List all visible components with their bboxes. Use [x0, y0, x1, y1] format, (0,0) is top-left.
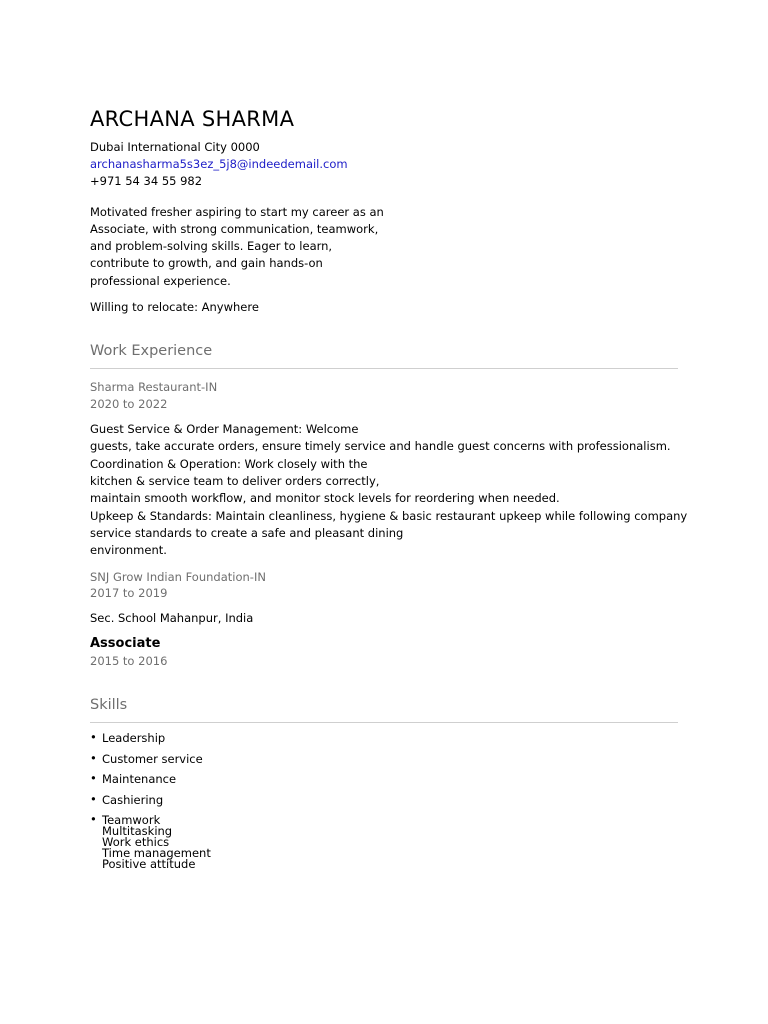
skill-item: Teamwork [102, 813, 161, 827]
job1-description-line: Guest Service & Order Management: Welcome [90, 422, 359, 436]
skill-item: Positive attitude [102, 857, 196, 871]
job1-description-line: service standards to create a safe and pleasant dining [90, 526, 404, 540]
job2-dates: 2017 to 2019 [90, 586, 168, 600]
education-title: Associate [90, 636, 161, 651]
skill-item: Leadership [102, 731, 166, 745]
job1-description-line: guests, take accurate orders, ensure timely service and handle guest concerns with professionalism. [90, 439, 671, 453]
phone-text: +971 54 34 55 982 [90, 174, 203, 188]
relocate-text: Willing to relocate: Anywhere [90, 300, 259, 314]
skills-heading: Skills [90, 697, 128, 713]
job1-description-line: Coordination & Operation: Work closely with the [90, 457, 368, 471]
skill-item: Work ethics [102, 835, 170, 849]
job2-company: SNJ Grow Indian Foundation-IN [90, 570, 266, 584]
summary-line: Associate, with strong communication, teamwork, [90, 222, 379, 236]
skill-item: Time management [102, 846, 211, 860]
summary-line: professional experience. [90, 274, 231, 288]
email-link[interactable]: archanasharma5s3ez_5j8@indeedemail.com [90, 157, 348, 171]
skill-item: Multitasking [102, 824, 173, 838]
summary-line: and problem-solving skills. Eager to learn, [90, 239, 333, 253]
skill-item: Cashiering [102, 793, 164, 807]
skill-item: Maintenance [102, 772, 177, 786]
job1-description-line: kitchen & service team to deliver orders correctly, [90, 474, 380, 488]
bullet-icon: • [90, 751, 97, 765]
job1-description-line: Upkeep & Standards: Maintain cleanliness, hygiene & basic restaurant upkeep while following company [90, 509, 688, 523]
job1-company: Sharma Restaurant-IN [90, 380, 218, 394]
job1-description-line: environment. [90, 543, 167, 557]
bullet-icon: • [90, 730, 97, 744]
summary-line: contribute to growth, and gain hands-on [90, 256, 323, 270]
bullet-icon: • [90, 771, 97, 785]
bullet-icon: • [90, 812, 97, 826]
section-divider [90, 722, 678, 723]
bullet-icon: • [90, 792, 97, 806]
school-text: Sec. School Mahanpur, India [90, 611, 254, 625]
skill-item: Customer service [102, 752, 203, 766]
location-text: Dubai International City 0000 [90, 140, 260, 154]
education-dates: 2015 to 2016 [90, 654, 168, 668]
section-divider [90, 368, 678, 369]
summary-line: Motivated fresher aspiring to start my career as an [90, 205, 384, 219]
job1-dates: 2020 to 2022 [90, 397, 168, 411]
candidate-name: ARCHANA SHARMA [90, 107, 295, 131]
work-experience-heading: Work Experience [90, 343, 213, 359]
job1-description-line: maintain smooth workflow, and monitor stock levels for reordering when needed. [90, 491, 560, 505]
